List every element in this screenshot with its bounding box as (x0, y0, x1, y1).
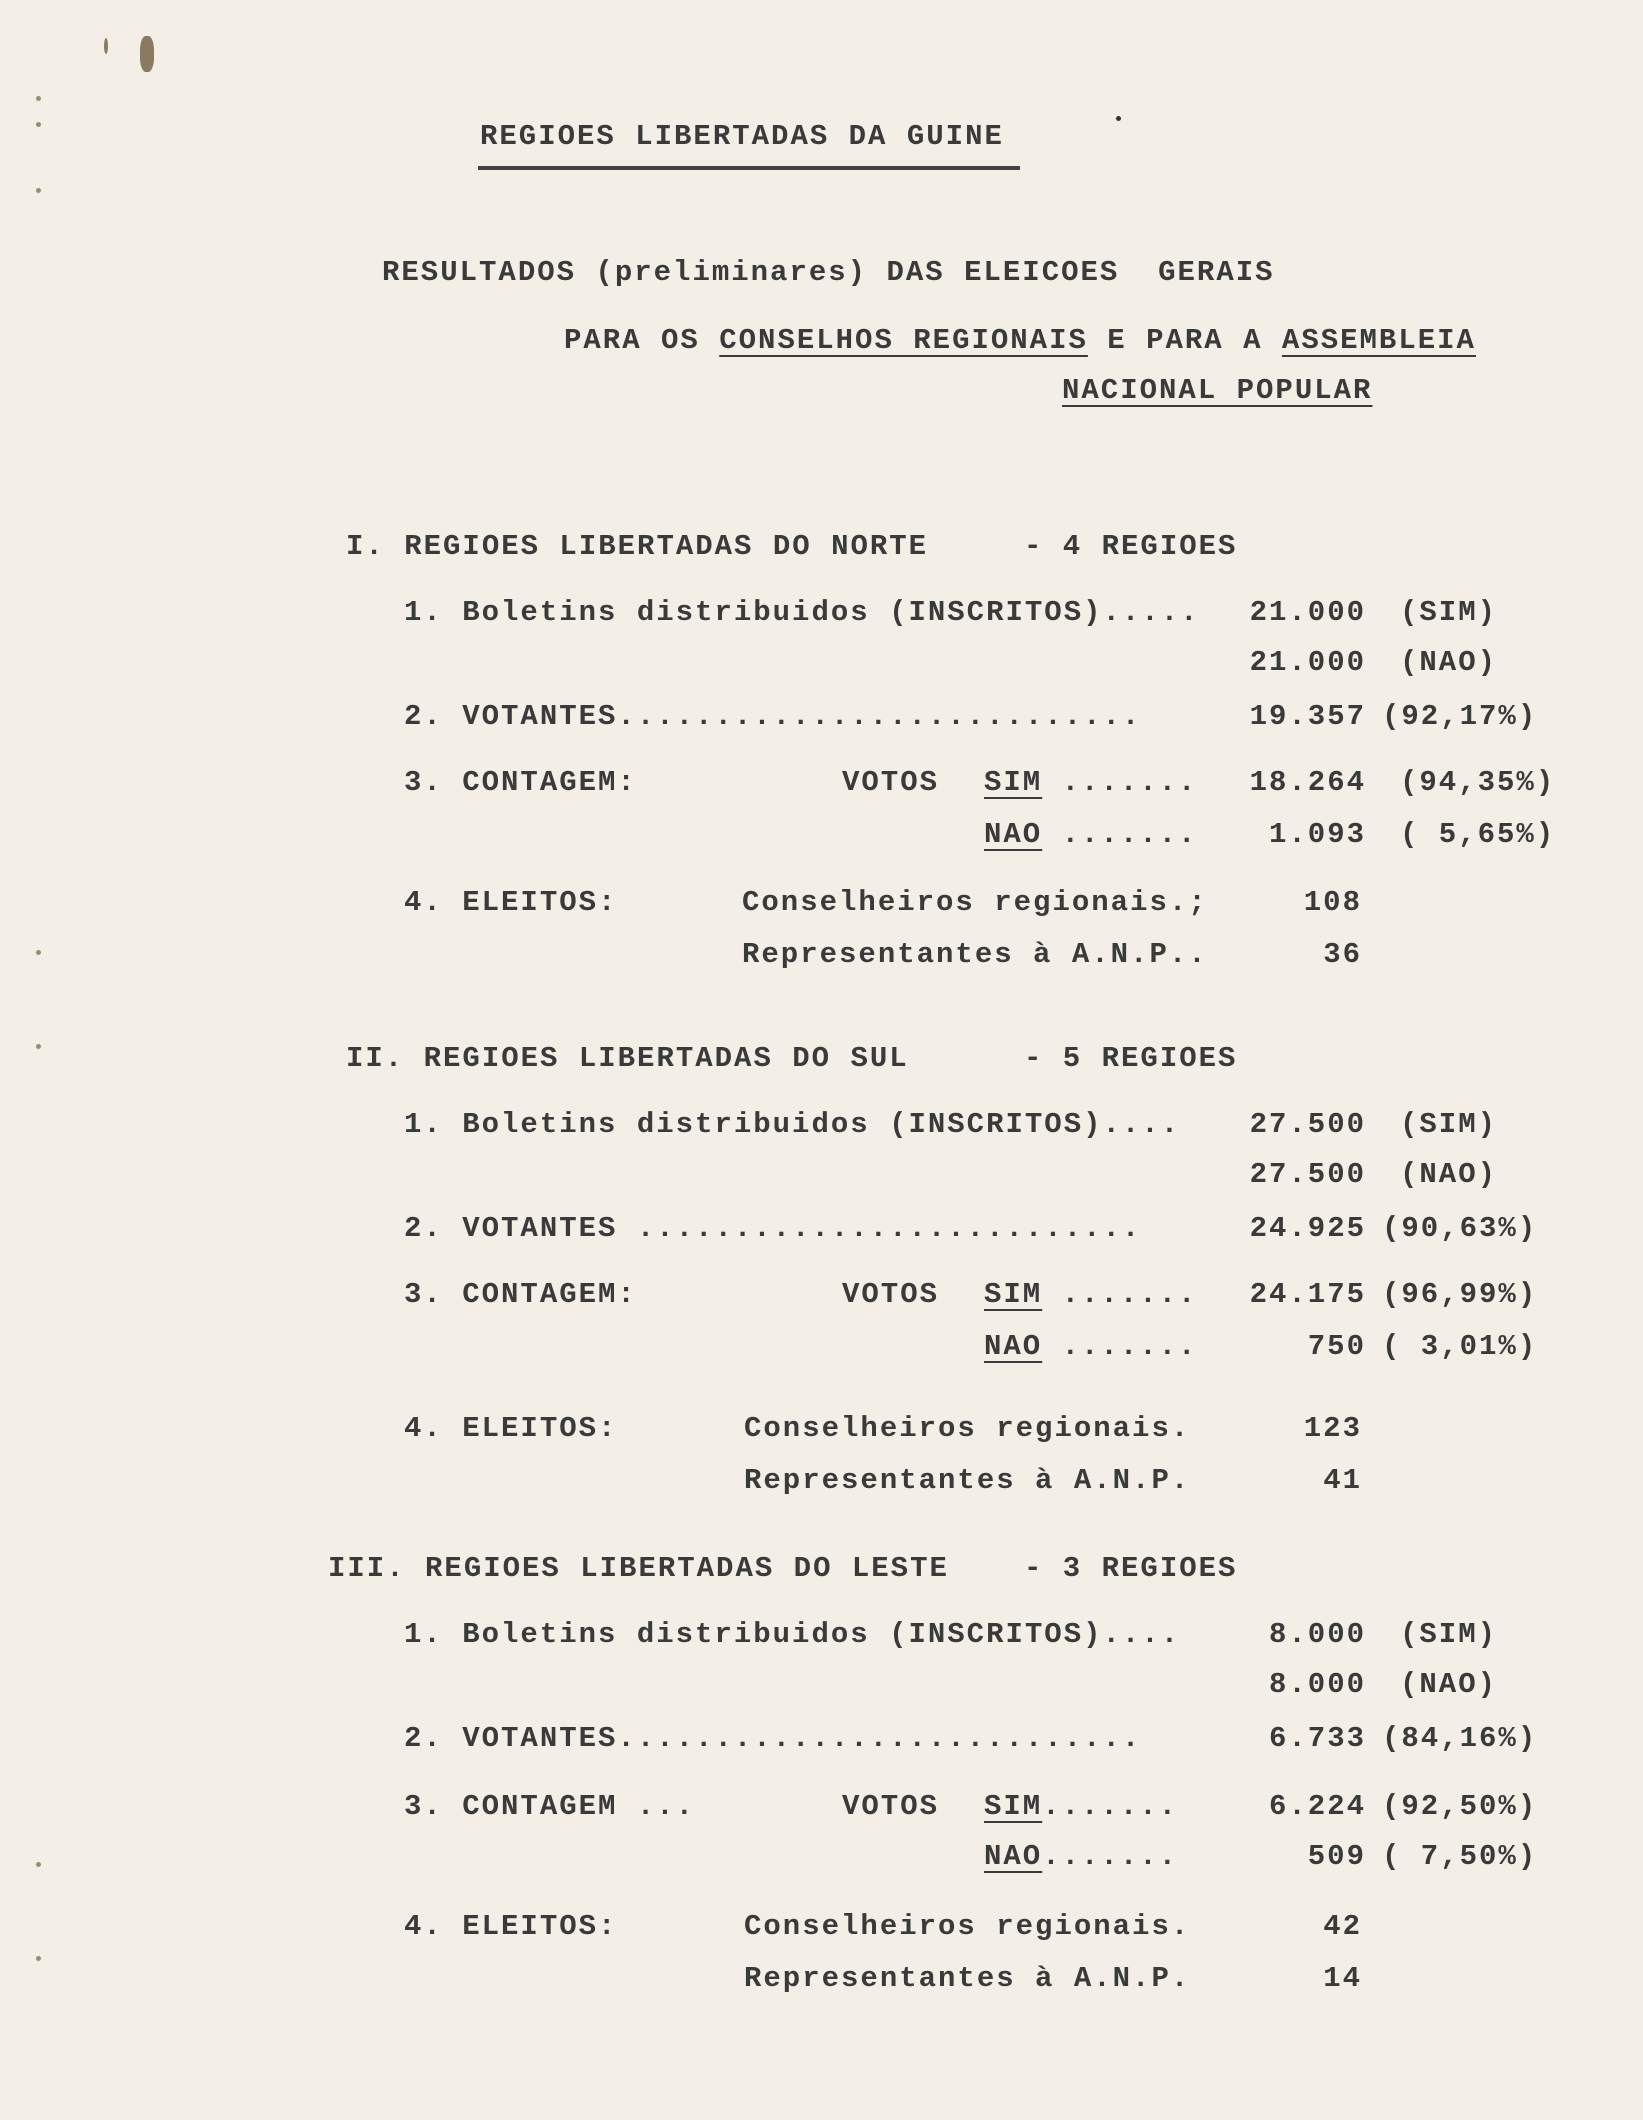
sim-row (984, 1792, 1178, 1821)
section-count-norte: - 4 REGIOES (1024, 530, 1238, 563)
sim-pct: (94,35%) (1400, 766, 1556, 799)
sim-value: 24.175 (1249, 1278, 1366, 1311)
eleitos-label: 4. ELEITOS: (404, 886, 618, 919)
boletins-sim-value: 8.000 (1268, 1618, 1366, 1651)
conselheiros-label: Conselheiros regionais.; (742, 886, 1208, 919)
boletins-sim-value: 21.000 (1249, 596, 1366, 629)
nao-label: NAO (984, 1330, 1043, 1363)
nao-value: 509 (1307, 1840, 1366, 1873)
votantes-value: 6.733 (1268, 1722, 1366, 1755)
sim-value: 18.264 (1249, 766, 1366, 799)
sim-label: SIM (984, 766, 1043, 799)
nao-dots: ....... (1042, 818, 1198, 851)
document-subtitle-line3: NACIONAL POPULAR (1062, 374, 1373, 407)
document-title: REGIOES LIBERTADAS DA GUINE (480, 120, 1004, 153)
sim-pct: (96,99%) (1382, 1278, 1538, 1311)
conselheiros-value: 123 (1303, 1412, 1362, 1445)
votantes-label: 2. VOTANTES .......................... (404, 1212, 1142, 1245)
boletins-nao-value: 27.500 (1249, 1158, 1366, 1191)
boletins-nao-tag: (NAO) (1400, 1158, 1498, 1191)
nao-value: 1.093 (1268, 818, 1366, 851)
votantes-pct: (84,16%) (1382, 1722, 1538, 1755)
boletins-nao-value: 8.000 (1268, 1668, 1366, 1701)
boletins-label: 1. Boletins distribuidos (INSCRITOS).... (404, 1618, 1181, 1651)
ink-dot (1116, 116, 1121, 121)
votantes-pct: (92,17%) (1382, 700, 1538, 733)
representantes-value: 36 (1323, 938, 1362, 971)
sim-pct: (92,50%) (1382, 1790, 1538, 1823)
subtitle-text: E PARA A (1087, 324, 1282, 357)
document-subtitle: RESULTADOS (preliminares) DAS ELEICOES GERAIS (382, 256, 1275, 289)
boletins-sim-tag: (SIM) (1400, 1108, 1498, 1141)
votantes-value: 24.925 (1249, 1212, 1366, 1245)
margin-mark (36, 950, 41, 955)
conselheiros-value: 42 (1323, 1910, 1362, 1943)
nao-pct: ( 3,01%) (1382, 1330, 1538, 1363)
subtitle-text: PARA OS (564, 324, 720, 357)
contagem-label: 3. CONTAGEM: (404, 1278, 637, 1311)
nao-value: 750 (1307, 1330, 1366, 1363)
sim-dots: ....... (1042, 1278, 1198, 1311)
sim-label: SIM (984, 1790, 1043, 1823)
votantes-value: 19.357 (1249, 700, 1366, 733)
boletins-label: 1. Boletins distribuidos (INSCRITOS).... (404, 1108, 1181, 1141)
representantes-label: Representantes à A.N.P. (744, 1464, 1191, 1497)
section-heading-norte: I. REGIOES LIBERTADAS DO NORTE (346, 530, 929, 563)
representantes-value: 14 (1323, 1962, 1362, 1995)
nao-row (984, 1332, 1197, 1361)
section-heading-leste: III. REGIOES LIBERTADAS DO LESTE (328, 1552, 949, 1585)
nao-pct: ( 7,50%) (1382, 1840, 1538, 1873)
representantes-label: Representantes à A.N.P.. (742, 938, 1208, 971)
sim-value: 6.224 (1268, 1790, 1366, 1823)
sim-dots: ....... (1042, 766, 1198, 799)
boletins-sim-tag: (SIM) (1400, 596, 1498, 629)
ink-dot (104, 38, 108, 54)
votantes-pct: (90,63%) (1382, 1212, 1538, 1245)
votos-label: VOTOS (842, 1790, 940, 1823)
margin-mark (36, 122, 41, 127)
eleitos-label: 4. ELEITOS: (404, 1910, 618, 1943)
boletins-sim-value: 27.500 (1249, 1108, 1366, 1141)
margin-mark (36, 1956, 41, 1961)
nao-label: NAO (984, 1840, 1043, 1873)
nao-dots: ....... (1042, 1330, 1198, 1363)
votantes-label: 2. VOTANTES........................... (404, 1722, 1142, 1755)
boletins-nao-tag: (NAO) (1400, 1668, 1498, 1701)
eleitos-label: 4. ELEITOS: (404, 1412, 618, 1445)
boletins-label: 1. Boletins distribuidos (INSCRITOS)..... (404, 596, 1200, 629)
votos-label: VOTOS (842, 1278, 940, 1311)
boletins-nao-value: 21.000 (1249, 646, 1366, 679)
boletins-nao-tag: (NAO) (1400, 646, 1498, 679)
margin-mark (36, 1862, 41, 1867)
nao-row (984, 820, 1197, 849)
conselheiros-label: Conselheiros regionais. (744, 1910, 1191, 1943)
boletins-sim-tag: (SIM) (1400, 1618, 1498, 1651)
title-underline (478, 166, 1020, 170)
nao-dots: ....... (1042, 1840, 1179, 1873)
votantes-label: 2. VOTANTES........................... (404, 700, 1142, 733)
contagem-label: 3. CONTAGEM: (404, 766, 637, 799)
votos-label: VOTOS (842, 766, 940, 799)
subtitle-underlined-conselhos: CONSELHOS REGIONAIS (719, 324, 1088, 357)
sim-row (984, 1280, 1197, 1309)
margin-mark (36, 1044, 41, 1049)
contagem-label: 3. CONTAGEM ... (404, 1790, 696, 1823)
sim-label: SIM (984, 1278, 1043, 1311)
ink-stain (140, 36, 154, 72)
representantes-value: 41 (1323, 1464, 1362, 1497)
subtitle-underlined-assembleia: ASSEMBLEIA (1281, 324, 1476, 357)
nao-label: NAO (984, 818, 1043, 851)
section-heading-sul: II. REGIOES LIBERTADAS DO SUL (346, 1042, 909, 1075)
sim-dots: ....... (1042, 1790, 1179, 1823)
margin-mark (36, 188, 41, 193)
sim-row (984, 768, 1197, 797)
nao-pct: ( 5,65%) (1400, 818, 1556, 851)
conselheiros-label: Conselheiros regionais. (744, 1412, 1191, 1445)
nao-row (984, 1842, 1178, 1871)
section-count-sul: - 5 REGIOES (1024, 1042, 1238, 1075)
representantes-label: Representantes à A.N.P. (744, 1962, 1191, 1995)
margin-mark (36, 96, 41, 101)
conselheiros-value: 108 (1303, 886, 1362, 919)
section-count-leste: - 3 REGIOES (1024, 1552, 1238, 1585)
document-subtitle-line2 (564, 326, 1476, 355)
